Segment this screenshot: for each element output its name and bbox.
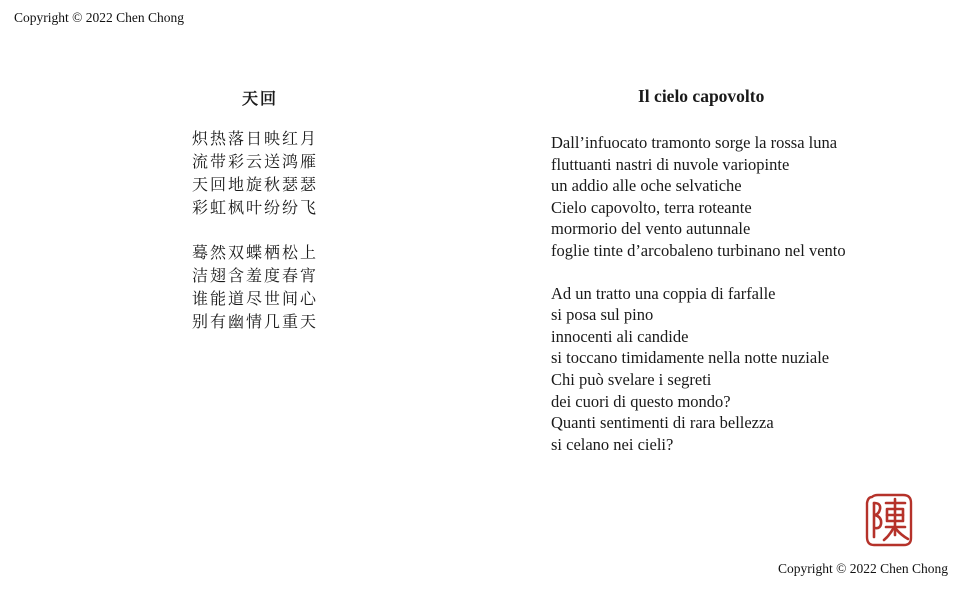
italian-line: Cielo capovolto, terra roteante — [551, 197, 752, 217]
chinese-stanza-2 — [192, 241, 340, 333]
chinese-line: 炽热落日映红月 — [192, 129, 319, 148]
seal-stamp-icon — [864, 491, 914, 549]
chinese-line: 天回地旋秋瑟瑟 — [192, 175, 319, 194]
italian-line: foglie tinte d’arcobaleno turbinano nel vento — [551, 240, 846, 260]
italian-line: innocenti ali candide — [551, 326, 689, 346]
italian-line: mormorio del vento autunnale — [551, 219, 751, 239]
italian-line: Quanti sentimenti di rara bellezza — [551, 413, 774, 433]
chinese-line: 谁能道尽世间心 — [192, 289, 319, 308]
chinese-line: 蓦然双蝶栖松上 — [192, 243, 319, 262]
italian-stanza-2 — [551, 283, 931, 456]
chinese-line: 洁翅含羞度春宵 — [192, 266, 319, 285]
chinese-line: 彩虹枫叶纷纷飞 — [192, 198, 319, 217]
italian-stanza-1 — [551, 132, 931, 262]
chinese-stanza-1 — [192, 127, 340, 219]
italian-line: si celano nei cieli? — [551, 434, 674, 454]
italian-line: Dall’infuocato tramonto sorge la rossa luna — [551, 133, 838, 152]
italian-line: fluttuanti nastri di nuvole variopinte — [551, 154, 790, 174]
italian-line: un addio alle oche selvatiche — [551, 176, 742, 196]
italian-line: Ad un tratto una coppia di farfalle — [551, 283, 776, 303]
italian-line: si posa sul pino — [551, 305, 654, 325]
copyright-header: Copyright © 2022 Chen Chong — [14, 10, 185, 25]
italian-line: Chi può svelare i segreti — [551, 369, 712, 389]
italian-line: si toccano timidamente nella notte nuziale — [551, 348, 830, 368]
chinese-poem — [180, 86, 340, 355]
chinese-poem-title: 天回 — [241, 89, 278, 108]
italian-poem — [551, 86, 931, 476]
copyright-footer: Copyright © 2022 Chen Chong — [777, 561, 948, 576]
chinese-line: 流带彩云送鸿雁 — [192, 152, 319, 171]
italian-line: dei cuori di questo mondo? — [551, 391, 731, 411]
italian-poem-title: Il cielo capovolto — [638, 86, 765, 106]
chinese-line: 别有幽情几重天 — [192, 312, 319, 331]
